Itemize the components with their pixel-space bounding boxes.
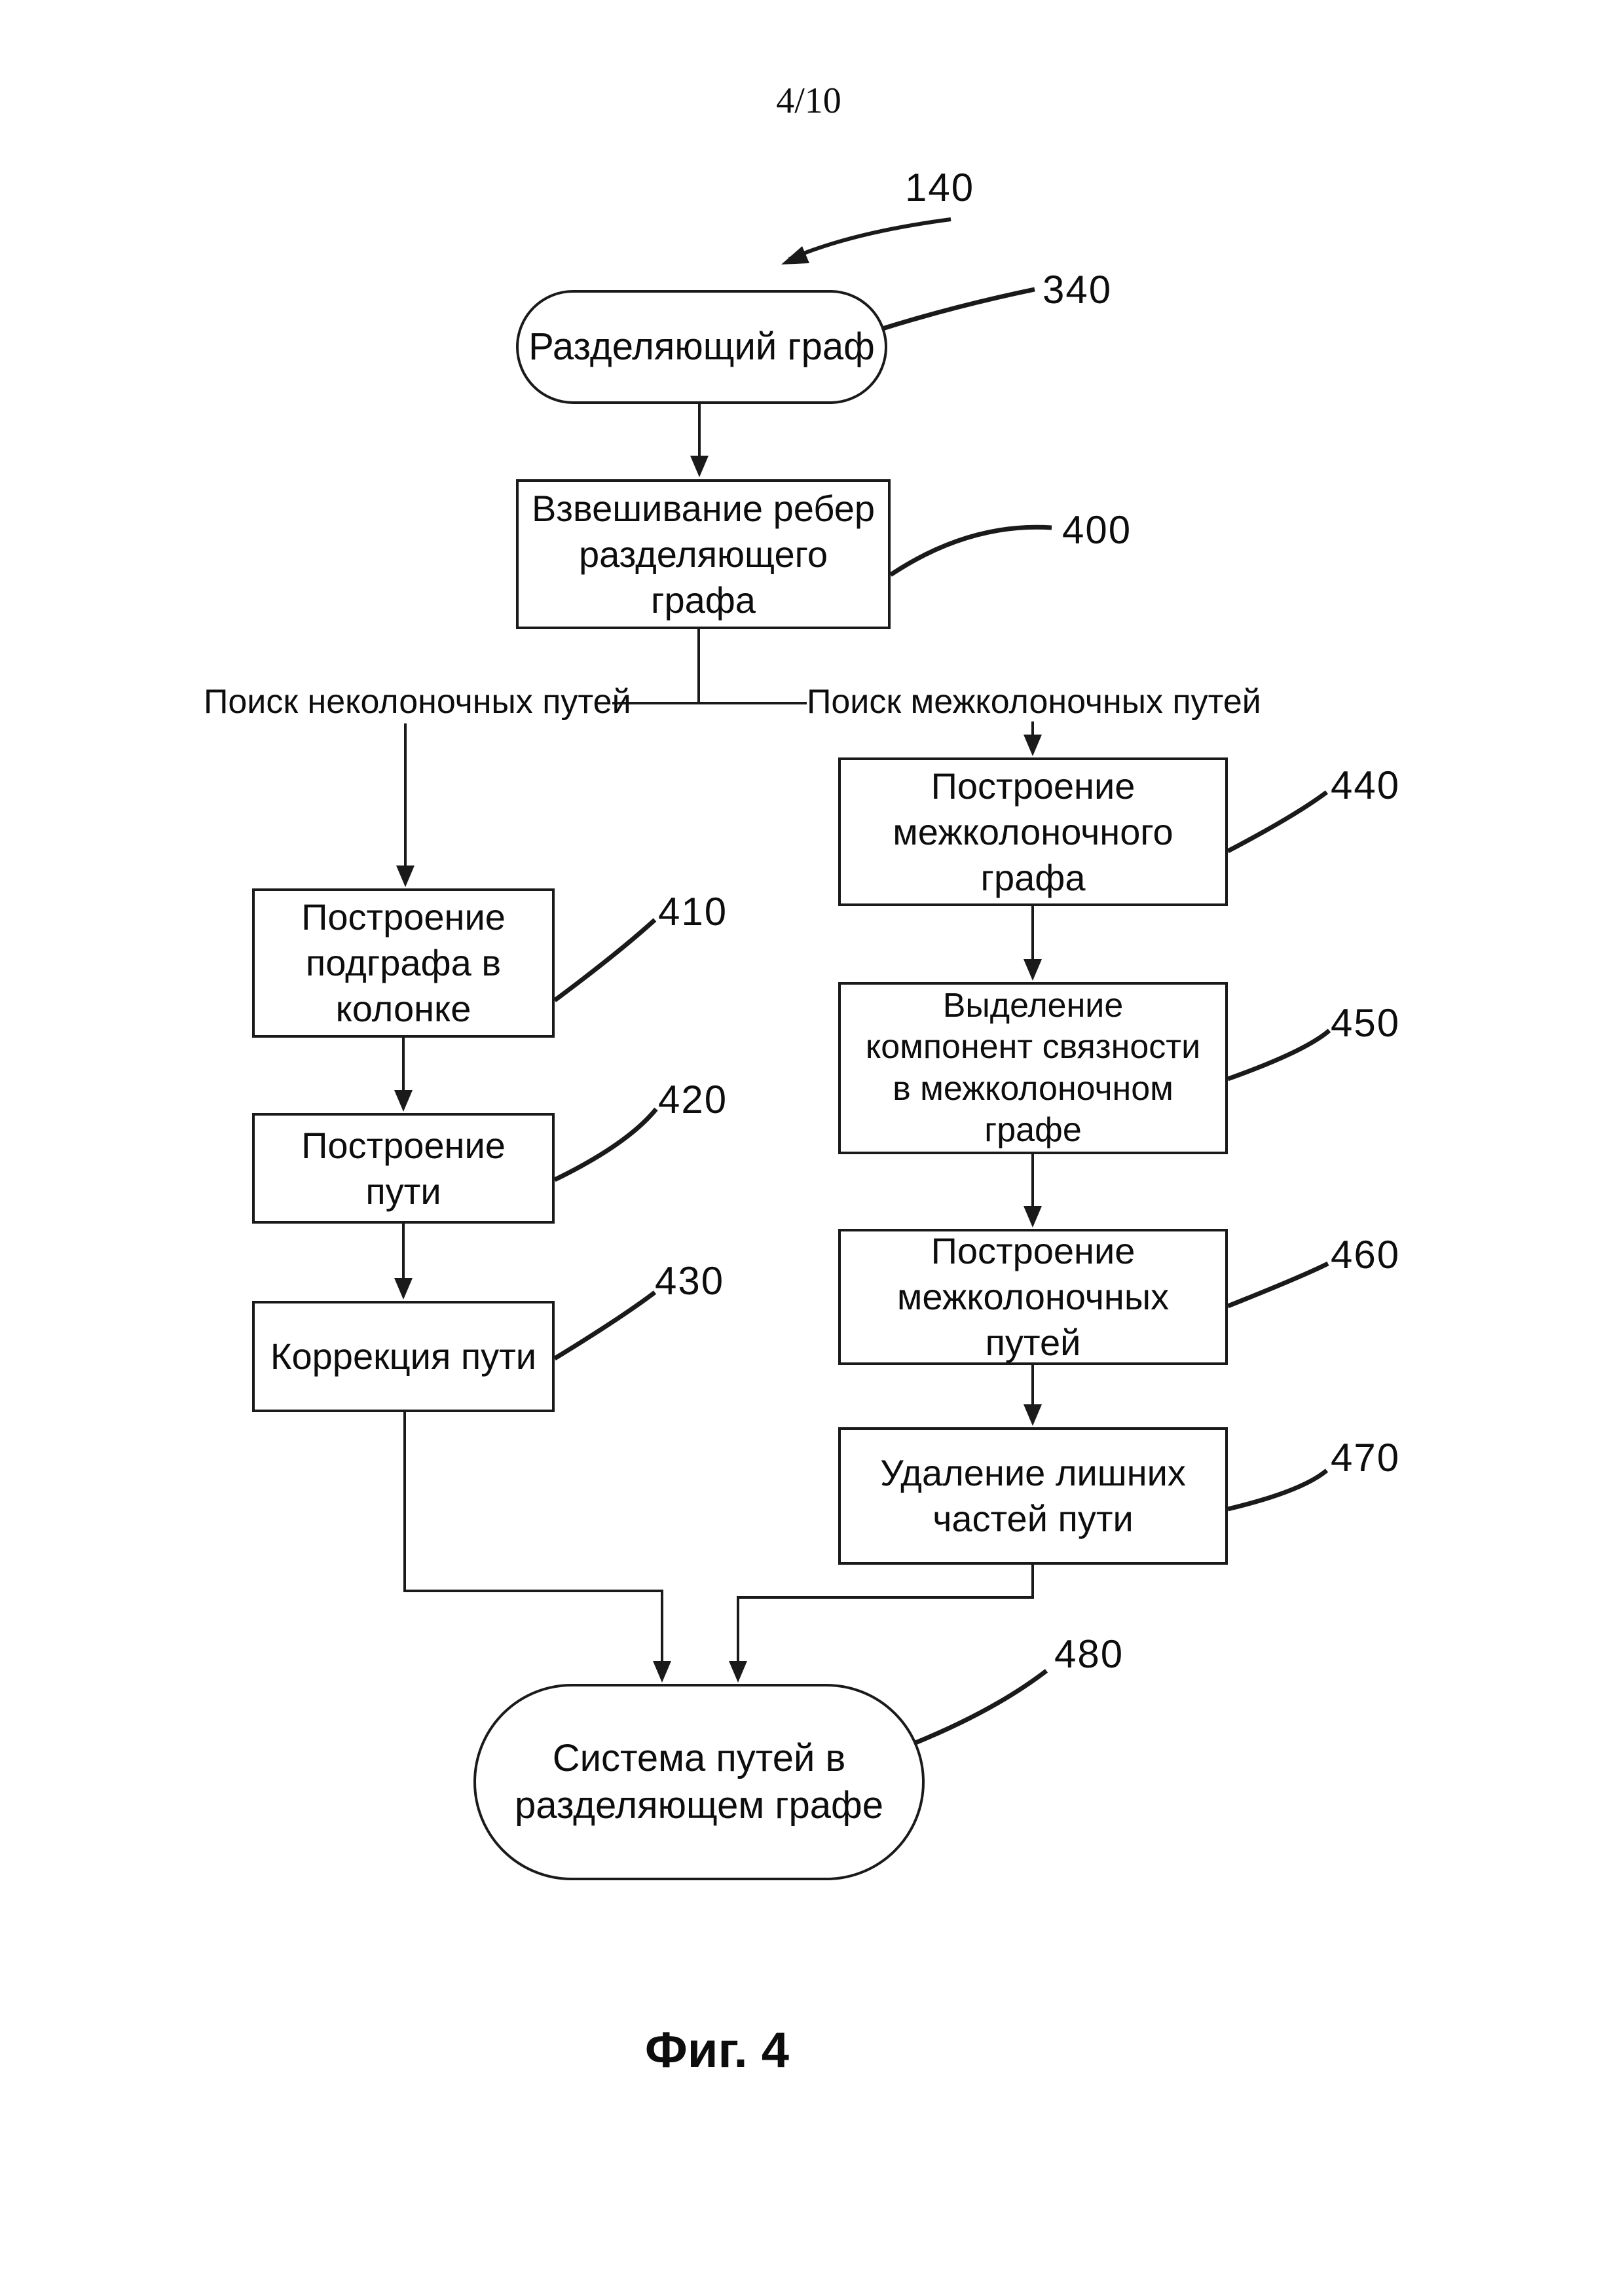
node-label: Взвешивание ребер разделяющего графа	[531, 487, 876, 621]
node-400-weigh-edges	[516, 479, 891, 629]
figure-ref-arrow	[789, 219, 951, 259]
ref-label-410: 410	[658, 890, 728, 934]
arrowhead-right-end	[729, 1661, 747, 1683]
node-410-build-subgraph	[252, 888, 555, 1038]
arrowhead-440-450	[1024, 959, 1042, 981]
figure-caption: Фиг. 4	[644, 2022, 790, 2078]
branch-label-right: Поиск межколоночных путей	[807, 683, 1261, 721]
arrowhead-left-end	[653, 1661, 671, 1683]
node-460-build-intercolumn-paths	[838, 1229, 1228, 1365]
arrowhead-420-430	[394, 1278, 413, 1300]
node-label: Разделяющий граф	[528, 325, 875, 368]
node-label: Удаление лишних частей пути	[880, 1452, 1186, 1539]
node-480-path-system	[473, 1684, 925, 1880]
branch-label-left: Поиск неколоночных путей	[204, 683, 631, 721]
arrowhead-460-470	[1024, 1404, 1042, 1426]
ref-label-340: 340	[1043, 268, 1113, 312]
flow-430-end	[405, 1412, 662, 1663]
page-number: 4/10	[776, 81, 841, 121]
node-label: Коррекция пути	[270, 1336, 537, 1377]
flow-470-end	[738, 1565, 1033, 1663]
arrowhead-410-420	[394, 1090, 413, 1112]
leader-430	[555, 1292, 655, 1358]
node-label: Система путей в разделяющем графе	[514, 1736, 884, 1827]
leader-400	[891, 527, 1052, 575]
ref-label-440: 440	[1331, 763, 1401, 807]
leader-480	[915, 1671, 1046, 1743]
node-label: Построение подграфа в колонке	[301, 896, 506, 1029]
leader-340	[876, 289, 1035, 331]
ref-label-470: 470	[1331, 1436, 1401, 1480]
node-label: Выделение компонент связности в межколоночном графе	[865, 986, 1201, 1149]
leader-470	[1228, 1470, 1327, 1509]
node-470-remove-extra-parts	[838, 1427, 1228, 1565]
node-label: Построение межколоночных путей	[896, 1230, 1170, 1363]
arrowhead-left-branch	[396, 866, 415, 887]
node-420-build-path	[252, 1113, 555, 1224]
ref-label-450: 450	[1331, 1001, 1401, 1045]
node-430-path-correction	[252, 1301, 555, 1412]
node-440-build-intercolumn-graph	[838, 757, 1228, 906]
ref-label-460: 460	[1331, 1233, 1401, 1277]
ref-label-420: 420	[658, 1078, 728, 1121]
arrowhead-figure-ref	[781, 246, 809, 264]
leader-450	[1228, 1030, 1329, 1079]
node-label: Построение пути	[301, 1124, 506, 1212]
leader-420	[555, 1109, 656, 1180]
arrowhead-340-400	[690, 456, 709, 477]
node-label: Построение межколоночного графа	[893, 765, 1173, 898]
figure-ref-140: 140	[905, 166, 975, 210]
arrowhead-right-branch	[1024, 735, 1042, 756]
ref-label-430: 430	[655, 1259, 725, 1303]
node-450-connected-components	[838, 982, 1228, 1154]
leader-440	[1228, 792, 1327, 851]
leader-410	[555, 920, 655, 1000]
node-340-separating-graph	[516, 290, 887, 404]
leader-460	[1228, 1264, 1328, 1306]
ref-label-480: 480	[1054, 1632, 1124, 1676]
arrowhead-450-460	[1024, 1206, 1042, 1228]
ref-label-400: 400	[1062, 508, 1132, 552]
